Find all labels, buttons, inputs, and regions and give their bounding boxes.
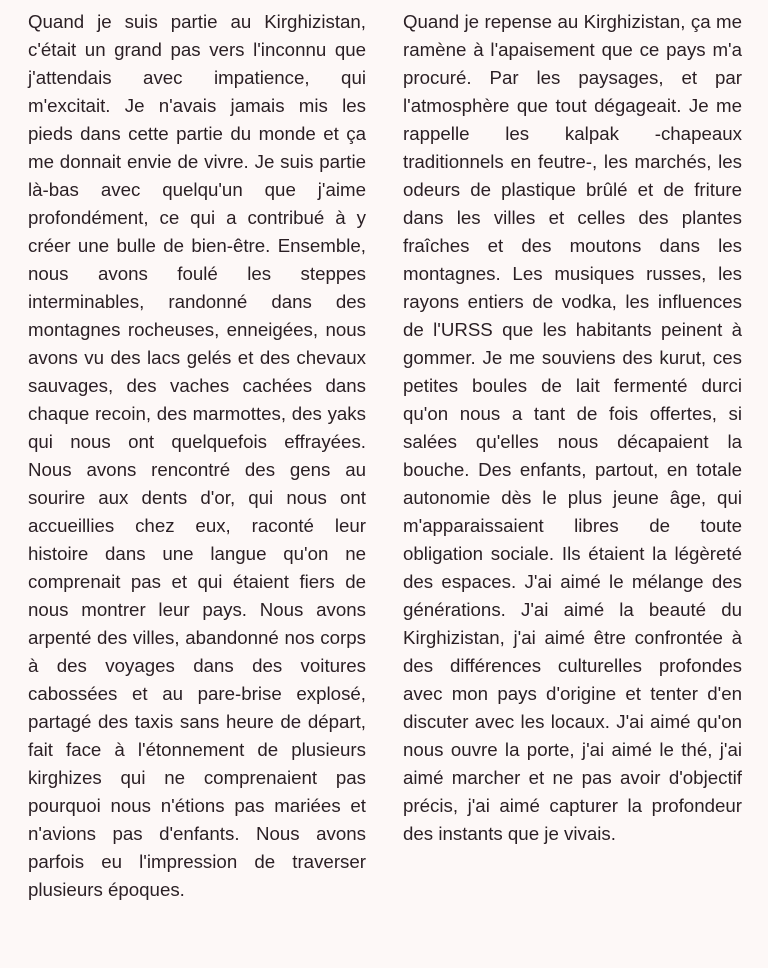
right-paragraph: Quand je repense au Kirghizistan, ça me ramène à l'apaisement que ce pays m'a procuré. Par les paysages, et par l'atmosphère que tout dégageait. Je me rappelle les kalpak -chapeaux traditionnels en feutre-, les marchés, les odeurs de plastique brûlé et de friture dans les villes et celles des plantes fraîches et des moutons dans les montagnes. Les musiques russes, les rayons entiers de vodka, les influences de l'URSS que les habitants peinent à gommer. Je me souviens des kurut, ces petites boules de lait fermenté durci qu'on nous a tant de fois offertes, si salées qu'elles nous décapaient la bouche. Des enfants, partout, en totale autonomie dès le plus jeune âge, qui m'apparaissaient libres de toute obligation sociale. Ils étaient la légèreté des espaces. J'ai aimé le mélange des générations. J'ai aimé la beauté du Kirghizistan, j'ai aimé être confrontée à des différences culturelles profondes avec mon pays d'origine et tenter d'en discuter avec les locaux. J'ai aimé qu'on nous ouvre la porte, j'ai aimé le thé, j'ai aimé marcher et ne pas avoir d'objectif précis, j'ai aimé capturer la profondeur des instants que je vivais. (403, 11, 742, 844)
right-column (403, 8, 742, 848)
left-column (28, 8, 366, 904)
left-paragraph: Quand je suis partie au Kirghizistan, c'était un grand pas vers l'inconnu que j'attendais avec impatience, qui m'excitait. Je n'avais jamais mis les pieds dans cette partie du monde et ça me donnait envie de vivre. Je suis partie là-bas avec quelqu'un que j'aime profondément, ce qui a contribué à y créer une bulle de bien-être. Ensemble, nous avons foulé les steppes interminables, randonné dans des montagnes rocheuses, enneigées, nous avons vu des lacs gelés et des chevaux sauvages, des vaches cachées dans chaque recoin, des marmottes, des yaks qui nous ont quelquefois effrayées. Nous avons rencontré des gens au sourire aux dents d'or, qui nous ont accueillies chez eux, raconté leur histoire dans une langue qu'on ne comprenait pas et qui étaient fiers de nous montrer leur pays. Nous avons arpenté des villes, abandonné nos corps à des voyages dans des voitures cabossées et au pare-brise explosé, partagé des taxis sans heure de départ, fait face à l'étonnement de plusieurs kirghizes qui ne comprenaient pas pourquoi nous n'étions pas mariées et n'avions pas d'enfants. Nous avons parfois eu l'impression de traverser plusieurs époques. (28, 11, 366, 900)
